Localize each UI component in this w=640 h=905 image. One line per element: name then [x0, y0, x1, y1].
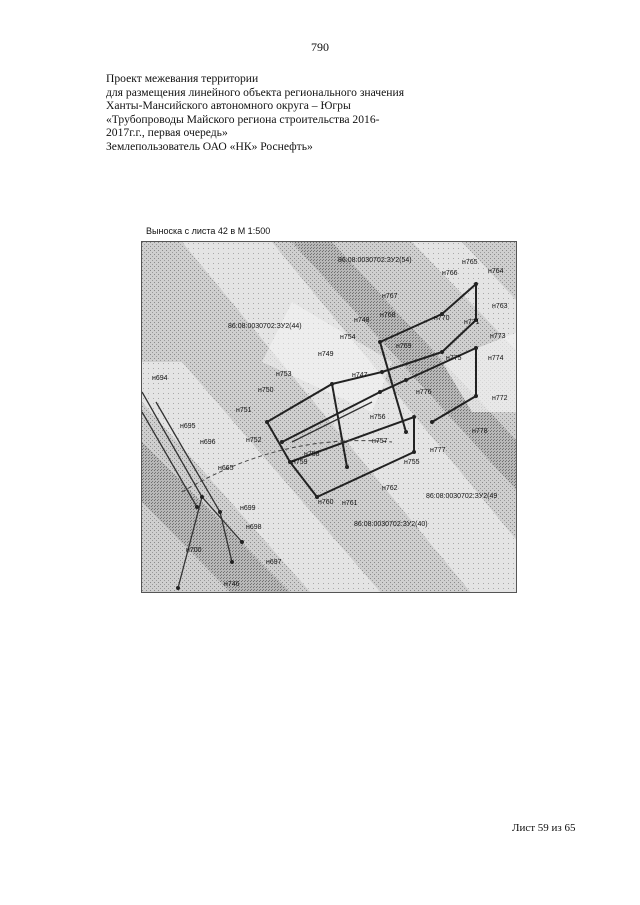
point-label: н766: [442, 270, 458, 277]
point-label: н750: [258, 387, 274, 394]
point-label: н767: [382, 293, 398, 300]
point-label: н700: [186, 547, 202, 554]
point-label: н764: [488, 268, 504, 275]
point-label: н768: [380, 312, 396, 319]
point-label: н698: [246, 524, 262, 531]
point-label: н757: [372, 438, 388, 445]
point-label: н694: [152, 375, 168, 382]
point-label: н772: [492, 395, 508, 402]
point-label: н776: [416, 389, 432, 396]
header-line: Землепользователь ОАО «НК» Роснефть»: [106, 139, 313, 153]
point-label: н777: [430, 447, 446, 454]
header-line: Ханты-Мансийского автономного округа – Югры: [106, 99, 351, 113]
parcel-label: 86:08:0030702:ЗУ2(40): [354, 521, 428, 528]
sheet-counter: Лист 59 из 65: [512, 822, 576, 834]
point-label: н765: [462, 259, 478, 266]
parcel-label: 86:08:0030702:ЗУ2(54): [338, 257, 412, 264]
point-label: н773: [490, 333, 506, 340]
point-label: н770: [434, 315, 450, 322]
point-label: н746: [224, 581, 240, 588]
point-label: н696: [200, 439, 216, 446]
point-label: н753: [276, 371, 292, 378]
header-line: 2017г.г., первая очередь»: [106, 126, 228, 140]
map-caption: Выноска с листа 42 в М 1:500: [146, 226, 271, 236]
point-label: н759: [292, 459, 308, 466]
point-label: н747: [352, 372, 368, 379]
point-label: н763: [492, 303, 508, 310]
point-label: н769: [396, 343, 412, 350]
point-label: н748: [354, 317, 370, 324]
point-label: н760: [318, 499, 334, 506]
point-label: н751: [236, 407, 252, 414]
cadastral-map-drawing: [142, 242, 517, 593]
cadastral-map: [141, 241, 517, 593]
header-line: Проект межевания территории: [106, 72, 259, 85]
header-line: для размещения линейного объекта регионального значения: [106, 85, 405, 99]
point-label: н665: [218, 465, 234, 472]
document-header: [106, 72, 526, 154]
point-label: н771: [464, 319, 480, 326]
parcel-label: 86:08:0030702:ЗУ2(49: [426, 493, 498, 500]
point-label: н778: [472, 428, 488, 435]
point-label: н752: [246, 437, 262, 444]
point-label: н695: [180, 423, 196, 430]
point-label: н699: [240, 505, 256, 512]
point-label: н761: [342, 500, 358, 507]
point-label: н762: [382, 485, 398, 492]
point-label: н754: [340, 334, 356, 341]
point-label: н755: [404, 459, 420, 466]
point-label: н758: [304, 451, 320, 458]
header-line: «Трубопроводы Майского региона строительства 2016-: [106, 112, 380, 126]
point-label: н774: [488, 355, 504, 362]
point-label: н756: [370, 414, 386, 421]
point-label: н697: [266, 559, 282, 566]
parcel-label: 86:08:0030702:ЗУ2(44): [228, 323, 302, 330]
page-number: 790: [311, 40, 329, 54]
point-label: н775: [446, 355, 462, 362]
point-label: н749: [318, 351, 334, 358]
